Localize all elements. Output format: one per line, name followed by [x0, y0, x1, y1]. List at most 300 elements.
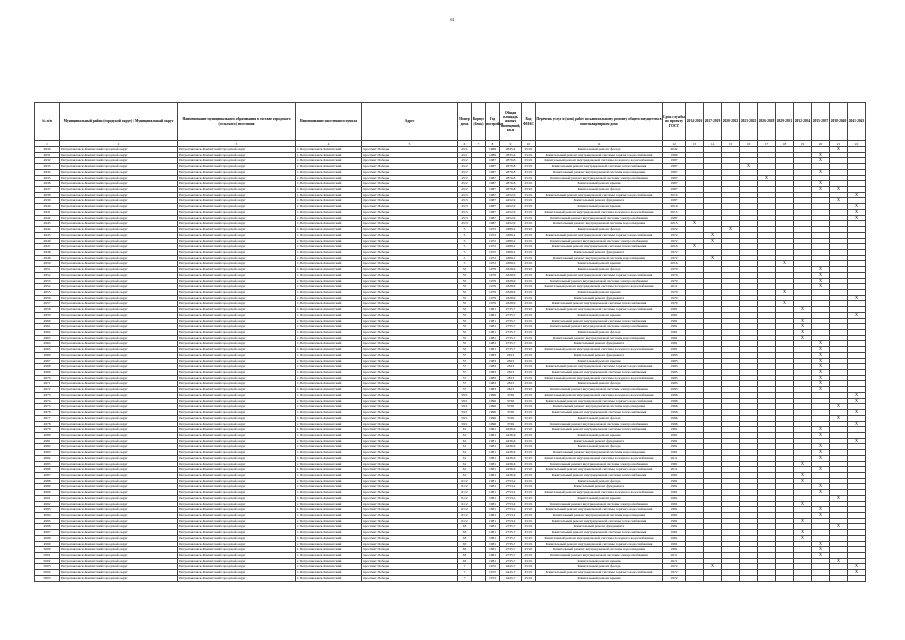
table-cell: Петропавловск-Камчатский городской округ — [60, 364, 178, 370]
table-header-row — [35, 103, 866, 141]
table-cell: Капитальный ремонт внутридомовой системы холодного водоснабжения — [536, 490, 663, 496]
table-cell: 4985 — [35, 461, 60, 467]
table-cell: 1996 — [486, 415, 500, 421]
table-cell: 1983 — [663, 358, 686, 364]
table-cell: Капитальный ремонт внутридомовой системы теплоснабжения — [536, 410, 663, 416]
table-cell: 1972 — [663, 232, 686, 238]
table-cell: Капитальный ремонт фасада — [536, 564, 663, 570]
table-cell: 2011 — [663, 553, 686, 559]
table-cell: г. Петропавловск-Камчатский — [296, 558, 362, 564]
table-cell: Капитальный ремонт внутридомовой системы горячего водоснабжения — [536, 272, 663, 278]
table-cell: Капитальный ремонт внутридомовой системы электроснабжения — [536, 175, 663, 181]
table-cell: 2835,4 — [500, 147, 522, 153]
table-cell: 3726 — [500, 415, 522, 421]
table-cell: 45/2 — [458, 164, 472, 170]
table-cell: 1983 — [486, 364, 500, 370]
table-cell: г. Петропавловск-Камчатский — [296, 530, 362, 536]
table-cell: 25:01 — [522, 455, 536, 461]
column-header: 2017-2019 — [704, 103, 722, 141]
table-cell: проспект Победы — [362, 392, 458, 398]
table-cell: 25:01 — [522, 227, 536, 233]
table-cell: 55 — [458, 272, 472, 278]
table-cell: Капитальный ремонт внутридомовой системы горячего водоснабжения — [536, 570, 663, 576]
table-cell: Петропавловск-Камчатский городской округ — [60, 415, 178, 421]
table-cell: 4960 — [35, 318, 60, 324]
table-cell: 1981 — [486, 330, 500, 336]
period-mark-cell: X — [812, 547, 830, 553]
table-cell: Петропавловск-Камчатский городской округ — [178, 518, 296, 524]
table-cell: Петропавловск-Камчатский городской округ — [60, 215, 178, 221]
table-cell: Петропавловск-Камчатский городской округ — [178, 387, 296, 393]
table-cell: Капитальный ремонт внутридомовой системы горячего водоснабжения — [536, 152, 663, 158]
table-cell: 2876,8 — [500, 164, 522, 170]
table-cell: г. Петропавловск-Камчатский — [296, 381, 362, 387]
table-cell: Петропавловск-Камчатский городской округ — [178, 501, 296, 507]
table-cell: 4958 — [35, 307, 60, 313]
column-header: Общая площадь жилых помещений, кв.м — [500, 103, 522, 141]
table-cell: проспект Победы — [362, 455, 458, 461]
table-cell: 25:01 — [522, 398, 536, 404]
table-cell: 4972 — [35, 387, 60, 393]
table-cell: 1979 — [663, 278, 686, 284]
table-cell: 61 — [458, 467, 472, 473]
table-cell: Петропавловск-Камчатский городской округ — [60, 301, 178, 307]
table-cell: 1972 — [663, 564, 686, 570]
table-cell: 1983 — [663, 370, 686, 376]
table-cell: Петропавловск-Камчатский городской округ — [60, 198, 178, 204]
table-cell: Капитальный ремонт крыши — [536, 312, 663, 318]
table-cell: Капитальный ремонт внутридомовой системы горячего водоснабжения — [536, 364, 663, 370]
table-cell: Петропавловск-Камчатский городской округ — [178, 364, 296, 370]
table-cell: Капитальный ремонт внутридомовой системы горячего водоснабжения — [536, 192, 663, 198]
table-cell: 25:01 — [522, 375, 536, 381]
period-mark-cell: X — [830, 404, 848, 410]
table-cell: Петропавловск-Камчатский городской округ — [178, 478, 296, 484]
table-cell: 1996 — [663, 392, 686, 398]
table-cell: г. Петропавловск-Камчатский — [296, 392, 362, 398]
table-cell: Капитальный ремонт внутридомовой системы электроснабжения — [536, 324, 663, 330]
period-mark-cell: X — [794, 478, 812, 484]
table-cell: Петропавловск-Камчатский городской округ — [178, 398, 296, 404]
table-cell: Петропавловск-Камчатский городской округ — [178, 301, 296, 307]
table-cell: 25:01 — [522, 215, 536, 221]
table-cell: 4973 — [35, 392, 60, 398]
table-cell: 2735,7 — [500, 330, 522, 336]
table-cell: г. Петропавловск-Камчатский — [296, 501, 362, 507]
table-cell: 25:01 — [522, 553, 536, 559]
table-cell: 2813 — [500, 387, 522, 393]
table-cell: 1987 — [486, 164, 500, 170]
table-cell: г. Петропавловск-Камчатский — [296, 513, 362, 519]
table-cell: 4999 — [35, 541, 60, 547]
table-cell: проспект Победы — [362, 564, 458, 570]
table-cell: 25:01 — [522, 181, 536, 187]
table-cell: 2813 — [500, 370, 522, 376]
table-cell: 4948 — [35, 249, 60, 255]
table-cell: 7 — [458, 570, 472, 576]
table-cell: 1981 — [663, 307, 686, 313]
table-cell: 61/2 — [458, 478, 472, 484]
table-cell: 1987 — [486, 187, 500, 193]
period-mark-cell: X — [848, 398, 866, 404]
table-cell: г. Петропавловск-Камчатский — [296, 284, 362, 290]
table-cell: 1987 — [663, 181, 686, 187]
column-number: 9 — [500, 141, 522, 147]
table-cell: г. Петропавловск-Камчатский — [296, 330, 362, 336]
table-cell: 2876,8 — [500, 169, 522, 175]
table-cell: Петропавловск-Камчатский городской округ — [178, 467, 296, 473]
table-cell: г. Петропавловск-Камчатский — [296, 152, 362, 158]
table-body — [35, 147, 866, 582]
table-cell: Петропавловск-Камчатский городской округ — [60, 558, 178, 564]
table-cell: 1981 — [486, 472, 500, 478]
period-mark-cell: X — [848, 570, 866, 576]
table-cell: 45/1 — [458, 147, 472, 153]
table-cell: 1981 — [663, 524, 686, 530]
table-cell: 25:01 — [522, 272, 536, 278]
period-mark-cell: X — [848, 410, 866, 416]
table-cell: проспект Победы — [362, 267, 458, 273]
table-cell: Петропавловск-Камчатский городской округ — [60, 204, 178, 210]
table-cell: 1979 — [486, 289, 500, 295]
table-cell: г. Петропавловск-Камчатский — [296, 312, 362, 318]
table-cell: 1972 — [486, 249, 500, 255]
table-cell: 1996 — [486, 421, 500, 427]
table-cell: проспект Победы — [362, 387, 458, 393]
period-mark-cell: X — [794, 472, 812, 478]
table-cell: 4328,9 — [500, 295, 522, 301]
table-cell: 25:01 — [522, 158, 536, 164]
table-cell: 4997 — [35, 530, 60, 536]
period-mark-cell: X — [830, 524, 848, 530]
table-cell: проспект Победы — [362, 238, 458, 244]
table-cell: 2735,7 — [500, 535, 522, 541]
table-cell: 2876,8 — [500, 175, 522, 181]
table-cell: проспект Победы — [362, 444, 458, 450]
table-cell: 4452,9 — [500, 215, 522, 221]
table-cell: г. Петропавловск-Камчатский — [296, 438, 362, 444]
table-cell: 63 — [458, 558, 472, 564]
table-cell: 1989 — [486, 147, 500, 153]
table-cell: 59/1 — [458, 410, 472, 416]
table-cell: Петропавловск-Камчатский городской округ — [60, 358, 178, 364]
table-cell: 1983 — [486, 352, 500, 358]
period-mark-cell: X — [812, 375, 830, 381]
column-number: 7 — [472, 141, 486, 147]
table-cell: г. Петропавловск-Камчатский — [296, 335, 362, 341]
table-cell: 4933 — [35, 164, 60, 170]
table-cell: 1981 — [486, 307, 500, 313]
table-cell: 2015 — [663, 221, 686, 227]
table-cell: 1981 — [486, 444, 500, 450]
table-cell: 45/3 — [458, 192, 472, 198]
table-cell: 2735,7 — [500, 312, 522, 318]
table-cell: Петропавловск-Камчатский городской округ — [178, 541, 296, 547]
table-cell: проспект Победы — [362, 478, 458, 484]
table-cell: Петропавловск-Камчатский городской округ — [60, 421, 178, 427]
table-cell: Петропавловск-Камчатский городской округ — [60, 261, 178, 267]
table-cell: Петропавловск-Камчатский городской округ — [178, 444, 296, 450]
table-cell: 25:01 — [522, 381, 536, 387]
table-cell: г. Петропавловск-Камчатский — [296, 278, 362, 284]
column-header: 2032-2034 — [794, 103, 812, 141]
table-cell: Петропавловск-Камчатский городской округ — [60, 398, 178, 404]
table-cell: 1981 — [486, 432, 500, 438]
table-cell: 4328,9 — [500, 267, 522, 273]
column-header: Перечень услуг и (или) работ по капитальному ремонту общего имущества в многоквартирном доме — [536, 103, 663, 141]
table-cell: 3726 — [500, 410, 522, 416]
table-cell: Петропавловск-Камчатский городской округ — [178, 392, 296, 398]
table-cell: 1981 — [663, 513, 686, 519]
table-cell: Петропавловск-Камчатский городской округ — [60, 181, 178, 187]
table-cell: Петропавловск-Камчатский городской округ — [178, 181, 296, 187]
table-cell: 1981 — [663, 495, 686, 501]
period-mark-cell: X — [830, 147, 848, 153]
table-cell: 1987 — [486, 209, 500, 215]
table-cell: 1981 — [663, 318, 686, 324]
table-cell: 3726 — [500, 421, 522, 427]
table-cell: 4947 — [35, 244, 60, 250]
table-cell: 25:01 — [522, 461, 536, 467]
table-cell: 4389,2 — [500, 261, 522, 267]
table-cell: Капитальный ремонт внутридомовой системы горячего водоснабжения — [536, 467, 663, 473]
table-cell: 57 — [458, 364, 472, 370]
table-cell: 45/2 — [458, 169, 472, 175]
table-cell: 1979 — [663, 272, 686, 278]
table-cell: 4452,9 — [500, 209, 522, 215]
period-mark-cell: X — [794, 461, 812, 467]
table-cell: 25:01 — [522, 450, 536, 456]
table-cell: Капитальный ремонт внутридомовой системы холодного водоснабжения — [536, 375, 663, 381]
table-cell: Капитальный ремонт внутридомовой системы теплоснабжения — [536, 301, 663, 307]
table-cell: Петропавловск-Камчатский городской округ — [178, 169, 296, 175]
table-cell: Петропавловск-Камчатский городской округ — [60, 438, 178, 444]
table-cell: Петропавловск-Камчатский городской округ — [178, 221, 296, 227]
table-cell: 4975 — [35, 404, 60, 410]
table-cell: 25:01 — [522, 501, 536, 507]
table-cell: Петропавловск-Камчатский городской округ — [60, 295, 178, 301]
table-cell: Петропавловск-Камчатский городской округ — [178, 318, 296, 324]
table-cell: 4952 — [35, 272, 60, 278]
period-mark-cell: X — [794, 501, 812, 507]
table-cell: г. Петропавловск-Камчатский — [296, 175, 362, 181]
table-cell: 61 — [458, 450, 472, 456]
table-cell: 1989 — [486, 152, 500, 158]
table-cell: Петропавловск-Камчатский городской округ — [178, 547, 296, 553]
table-cell: Петропавловск-Камчатский городской округ — [178, 490, 296, 496]
table-cell: Капитальный ремонт фасада — [536, 187, 663, 193]
table-cell: Петропавловск-Камчатский городской округ — [178, 370, 296, 376]
table-cell: проспект Победы — [362, 507, 458, 513]
table-cell: Петропавловск-Камчатский городской округ — [178, 255, 296, 261]
table-cell: г. Петропавловск-Камчатский — [296, 518, 362, 524]
table-cell: 1987 — [663, 169, 686, 175]
table-cell: 2735,7 — [500, 541, 522, 547]
table-cell: Петропавловск-Камчатский городской округ — [178, 284, 296, 290]
table-cell: Капитальный ремонт внутридомовой системы холодного водоснабжения — [536, 209, 663, 215]
table-cell: г. Петропавловск-Камчатский — [296, 295, 362, 301]
table-cell: Петропавловск-Камчатский городской округ — [178, 404, 296, 410]
column-header: 2041-2043 — [848, 103, 866, 141]
table-cell: 59/1 — [458, 404, 472, 410]
table-cell: 1983 — [663, 375, 686, 381]
period-mark-cell: X — [848, 192, 866, 198]
period-mark-cell: X — [776, 289, 794, 295]
table-cell: 2011 — [663, 284, 686, 290]
table-cell: Капитальный ремонт фундамента — [536, 484, 663, 490]
table-cell: г. Петропавловск-Камчатский — [296, 249, 362, 255]
table-cell: 1987 — [486, 175, 500, 181]
table-cell: 2813 — [500, 352, 522, 358]
table-cell: проспект Победы — [362, 181, 458, 187]
table-cell: 4979 — [35, 427, 60, 433]
table-cell: 4937 — [35, 187, 60, 193]
table-cell: 4328,9 — [500, 301, 522, 307]
table-cell: проспект Победы — [362, 289, 458, 295]
table-cell: 25:01 — [522, 541, 536, 547]
table-cell: 1981 — [486, 438, 500, 444]
table-cell: Петропавловск-Камчатский городской округ — [60, 307, 178, 313]
table-cell: проспект Победы — [362, 261, 458, 267]
table-cell — [472, 575, 486, 581]
table-cell: 45/1 — [458, 152, 472, 158]
table-cell: проспект Победы — [362, 312, 458, 318]
period-mark-cell: X — [812, 181, 830, 187]
table-cell: 25:01 — [522, 490, 536, 496]
table-cell: 1981 — [663, 432, 686, 438]
table-cell: 55 — [458, 312, 472, 318]
period-mark-cell: X — [848, 209, 866, 215]
table-cell: Петропавловск-Камчатский городской округ — [178, 209, 296, 215]
table-cell: Петропавловск-Камчатский городской округ — [60, 461, 178, 467]
table-cell: Петропавловск-Камчатский городской округ — [60, 152, 178, 158]
table-cell: 1981 — [486, 347, 500, 353]
period-mark-cell: X — [758, 175, 776, 181]
table-cell: 4951 — [35, 267, 60, 273]
table-cell: Петропавловск-Камчатский городской округ — [60, 158, 178, 164]
table-cell: 4328,9 — [500, 284, 522, 290]
table-cell: 2042 — [663, 147, 686, 153]
table-cell: Капитальный ремонт внутридомовой системы горячего водоснабжения — [536, 232, 663, 238]
table-cell: 55 — [458, 347, 472, 353]
period-mark-cell: X — [812, 187, 830, 193]
table-cell: Петропавловск-Камчатский городской округ — [178, 158, 296, 164]
table-cell: 1981 — [663, 478, 686, 484]
table-row — [35, 575, 866, 581]
period-mark-cell: X — [794, 518, 812, 524]
table-cell: Петропавловск-Камчатский городской округ — [60, 547, 178, 553]
table-cell: Петропавловск-Камчатский городской округ — [60, 175, 178, 181]
table-cell: Петропавловск-Камчатский городской округ — [60, 335, 178, 341]
table-cell: Капитальный ремонт внутридомовой системы электроснабжения — [536, 553, 663, 559]
table-cell: г. Петропавловск-Камчатский — [296, 495, 362, 501]
table-cell: 5004 — [35, 570, 60, 576]
table-cell: Петропавловск-Камчатский городской округ — [60, 187, 178, 193]
table-cell: Петропавловск-Камчатский городской округ — [60, 530, 178, 536]
table-cell: Петропавловск-Камчатский городской округ — [178, 438, 296, 444]
table-cell: 1979 — [663, 267, 686, 273]
table-cell: Петропавловск-Камчатский городской округ — [60, 524, 178, 530]
table-cell: г. Петропавловск-Камчатский — [296, 307, 362, 313]
period-mark-cell: X — [830, 495, 848, 501]
table-cell: Петропавловск-Камчатский городской округ — [60, 450, 178, 456]
table-cell: Петропавловск-Камчатский городской округ — [60, 513, 178, 519]
table-cell: Петропавловск-Камчатский городской округ — [178, 472, 296, 478]
table-cell: Капитальный ремонт фундамента — [536, 524, 663, 530]
table-cell: Петропавловск-Камчатский городской округ — [60, 164, 178, 170]
table-cell: Петропавловск-Камчатский городской округ — [178, 375, 296, 381]
table-cell: 4991 — [35, 495, 60, 501]
table-cell: проспект Победы — [362, 204, 458, 210]
column-number: 2 — [60, 141, 178, 147]
table-cell: проспект Победы — [362, 284, 458, 290]
period-mark-cell: X — [794, 535, 812, 541]
period-mark-cell: X — [704, 564, 722, 570]
table-cell: 4981 — [35, 438, 60, 444]
table-cell: 1972 — [486, 570, 500, 576]
table-cell: проспект Победы — [362, 575, 458, 581]
table-cell: Петропавловск-Камчатский городской округ — [60, 330, 178, 336]
table-cell: Петропавловск-Камчатский городской округ — [178, 215, 296, 221]
table-cell: 1983 — [663, 352, 686, 358]
table-cell: 4944 — [35, 227, 60, 233]
table-cell: 57 — [458, 375, 472, 381]
table-cell: Петропавловск-Камчатский городской округ — [60, 444, 178, 450]
table-cell: 5003 — [35, 564, 60, 570]
table-cell: 59/1 — [458, 421, 472, 427]
table-cell: 2735,7 — [500, 530, 522, 536]
table-cell: 2753,2 — [500, 495, 522, 501]
period-mark-cell: X — [812, 541, 830, 547]
period-mark-cell — [758, 575, 776, 581]
table-cell: г. Петропавловск-Камчатский — [296, 450, 362, 456]
table-cell: 1979 — [486, 295, 500, 301]
table-cell: Капитальный ремонт крыши — [536, 181, 663, 187]
table-cell: 1981 — [663, 535, 686, 541]
table-cell: Петропавловск-Камчатский городской округ — [178, 198, 296, 204]
table-cell: 1981 — [486, 547, 500, 553]
table-cell: 4962 — [35, 330, 60, 336]
table-cell: 1983 — [663, 381, 686, 387]
table-cell: 2019 — [663, 192, 686, 198]
table-cell: Капитальный ремонт крыши — [536, 558, 663, 564]
table-cell: 1981 — [486, 530, 500, 536]
table-cell: Капитальный ремонт крыши — [536, 358, 663, 364]
table-cell: 25:01 — [522, 175, 536, 181]
table-cell: Петропавловск-Камчатский городской округ — [60, 570, 178, 576]
table-cell: проспект Победы — [362, 427, 458, 433]
table-cell: 25:01 — [522, 164, 536, 170]
table-cell: 25:01 — [522, 427, 536, 433]
table-cell: 1983 — [486, 375, 500, 381]
table-cell: Капитальный ремонт фундамента — [536, 438, 663, 444]
table-cell: 25:01 — [522, 330, 536, 336]
period-mark-cell: X — [686, 244, 704, 250]
table-cell: г. Петропавловск-Камчатский — [296, 410, 362, 416]
table-cell: 4452,9 — [500, 198, 522, 204]
table-cell: Капитальный ремонт внутридомовой системы теплоснабжения — [536, 318, 663, 324]
table-cell: проспект Победы — [362, 209, 458, 215]
table-cell: 1981 — [663, 530, 686, 536]
table-cell: Капитальный ремонт внутридомовой системы водоотведения — [536, 335, 663, 341]
table-cell: Капитальный ремонт внутридомовой системы электроснабжения — [536, 215, 663, 221]
period-mark-cell: X — [812, 169, 830, 175]
table-cell: 57 — [458, 387, 472, 393]
table-cell: проспект Победы — [362, 421, 458, 427]
table-cell: 4957 — [35, 301, 60, 307]
table-cell: 25:01 — [522, 415, 536, 421]
table-cell: 2753,2 — [500, 484, 522, 490]
